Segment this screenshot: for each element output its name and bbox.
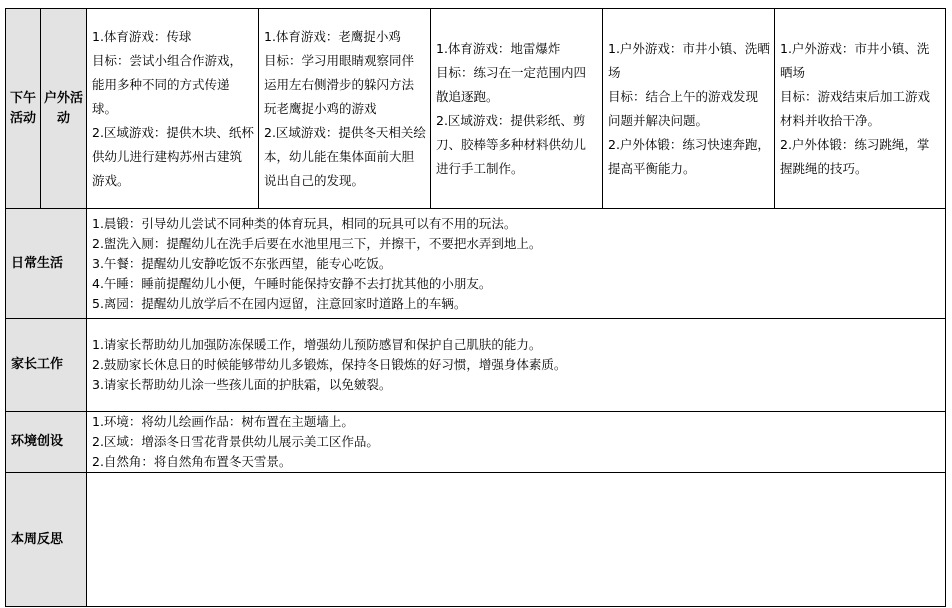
reflection-label: 本周反思 [6, 473, 87, 607]
activity-line: 1.户外游戏：市井小镇、洗晒场 [608, 40, 770, 80]
environment-line: 2.自然角：将自然角布置冬天雪景。 [92, 454, 292, 469]
daily-life-line: 3.午餐：提醒幼儿安静吃饭不东张西望，能专心吃饭。 [92, 255, 392, 271]
activity-line: 1.体育游戏：老鹰捉小鸡 [264, 28, 401, 44]
activity-line: 2.区域游戏：提供彩纸、剪刀、胶棒等多种材料供幼儿进行手工制作。 [436, 112, 587, 176]
reflection-content[interactable] [87, 473, 946, 607]
environment-line: 2.区域：增添冬日雪花背景供幼儿展示美工区作品。 [92, 434, 379, 449]
afternoon-day-4 [603, 9, 775, 209]
environment-content [87, 412, 946, 473]
reflection-row [6, 473, 946, 607]
activity-line: 目标：练习在一定范围内四散追逐跑。 [436, 64, 587, 104]
parents-work-line: 1.请家长帮助幼儿加强防冻保暖工作，增强幼儿预防感冒和保护自己肌肤的能力。 [92, 337, 542, 352]
activity-line: 目标：结合上午的游戏发现问题并解决问题。 [608, 88, 759, 128]
afternoon-day-5 [775, 9, 946, 209]
daily-life-label: 日常生活 [6, 209, 87, 319]
activity-line: 1.体育游戏：地雷爆炸 [436, 40, 561, 56]
afternoon-activity-row [6, 9, 946, 209]
activity-line: 2.户外体锻：练习快速奔跑，提高平衡能力。 [608, 136, 770, 176]
parents-work-line: 2.鼓励家长休息日的时候能够带幼儿多锻炼，保持冬日锻炼的好习惯，增强身体素质。 [92, 357, 567, 372]
afternoon-row-label: 下午活动 [6, 9, 41, 209]
environment-label: 环境创设 [6, 412, 87, 473]
daily-life-line: 2.盥洗入厕：提醒幼儿在洗手后要在水池里甩三下，并擦干，不要把水弄到地上。 [92, 235, 542, 251]
afternoon-day-3 [431, 9, 603, 209]
activity-line: 目标：游戏结束后加工游戏材料并收拾干净。 [780, 88, 931, 128]
parents-work-label: 家长工作 [6, 319, 87, 412]
parents-work-row [6, 319, 946, 412]
parents-work-content [87, 319, 946, 412]
activity-line: 目标：学习用眼睛观察同伴运用左右侧滑步的躲闪方法玩老鹰捉小鸡的游戏 [264, 52, 415, 116]
outdoor-activity-label: 户外活动 [41, 9, 87, 209]
daily-life-line: 1.晨锻：引导幼儿尝试不同种类的体育玩具，相同的玩具可以有不用的玩法。 [92, 215, 517, 231]
daily-life-line: 5.离园：提醒幼儿放学后不在园内逗留，注意回家时道路上的车辆。 [92, 295, 467, 311]
weekly-plan-table [5, 8, 946, 607]
afternoon-day-1 [87, 9, 259, 209]
activity-line: 2.户外体锻：练习跳绳，掌握跳绳的技巧。 [780, 136, 930, 176]
activity-line: 1.户外游戏：市井小镇、洗晒场 [780, 40, 930, 80]
activity-line: 1.体育游戏：传球 [92, 28, 192, 44]
activity-line: 目标：尝试小组合作游戏，能用多种不同的方式传递球。 [92, 52, 243, 116]
daily-life-row [6, 209, 946, 319]
environment-line: 1.环境：将幼儿绘画作品：树布置在主题墙上。 [92, 414, 354, 429]
environment-row [6, 412, 946, 473]
activity-line: 2.区域游戏：提供冬天相关绘本，幼儿能在集体面前大胆说出自己的发现。 [264, 124, 426, 188]
daily-life-line: 4.午睡：睡前提醒幼儿小便，午睡时能保持安静不去打扰其他的小朋友。 [92, 275, 492, 291]
daily-life-content [87, 209, 946, 319]
weekly-plan-page [5, 8, 945, 605]
parents-work-line: 3.请家长帮助幼儿涂一些孩儿面的护肤霜，以免皴裂。 [92, 377, 392, 392]
afternoon-day-2 [259, 9, 431, 209]
activity-line: 2.区域游戏：提供木块、纸杯供幼儿进行建构苏州古建筑游戏。 [92, 124, 254, 188]
